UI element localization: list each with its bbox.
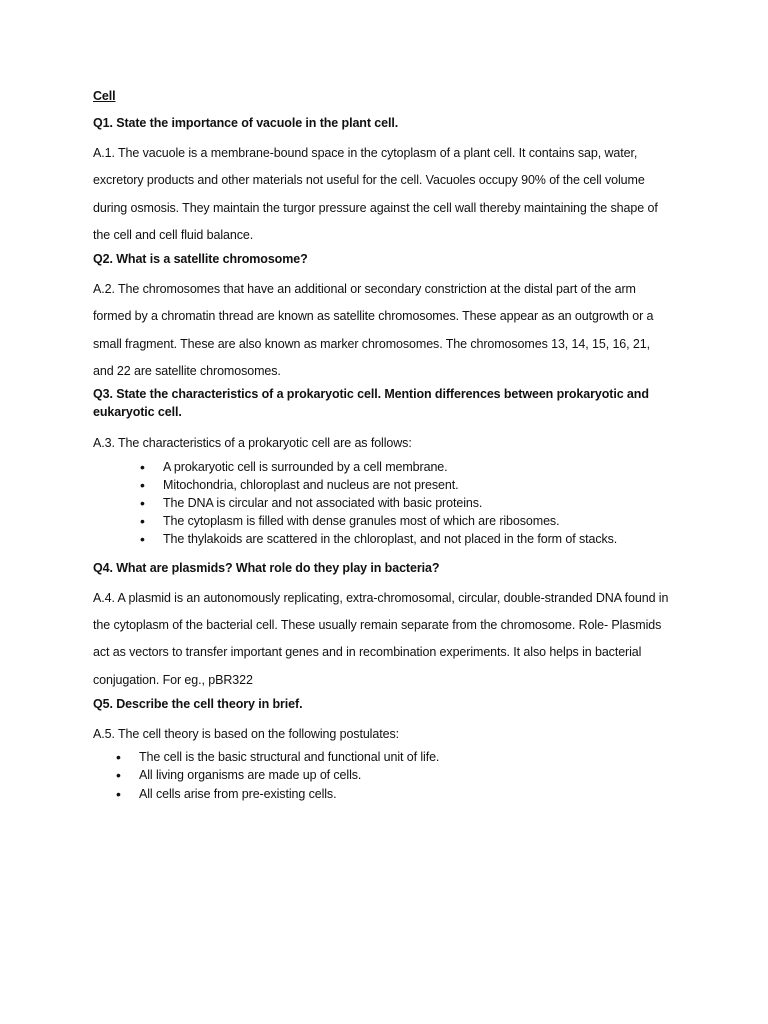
bullet-icon: •: [140, 495, 145, 512]
prokaryotic-characteristics-list: [93, 458, 673, 549]
bullet-icon: •: [140, 513, 145, 530]
list-item: • The thylakoids are scattered in the chloroplast, and not placed in the form of stacks.: [140, 531, 618, 548]
list-item: • All living organisms are made up of cells.: [116, 767, 362, 784]
list-item: • A prokaryotic cell is surrounded by a cell membrane.: [140, 458, 448, 475]
question-4: Q4. What are plasmids? What role do they play in bacteria?: [93, 560, 440, 575]
question-2: Q2. What is a satellite chromosome?: [93, 252, 308, 267]
bullet-icon: •: [116, 749, 121, 766]
cell-theory-list: [93, 748, 673, 803]
list-item: • The DNA is circular and not associated with basic proteins.: [140, 495, 483, 512]
answer-2: A.2. The chromosomes that have an additional or secondary constriction at the distal part of the arm formed by a chromatin thread are known as satellite chromosomes. These appear as an outgrowth or a small fragment. These are also known as marker chromosomes. The chromosomes 13, 14, 15, 16, 21, and 22 are satellite chromosomes.: [93, 282, 654, 379]
answer-1: A.1. The vacuole is a membrane-bound space in the cytoplasm of a plant cell. It contains sap, water, excretory products and other materials not useful for the cell. Vacuoles occupy 90% of the cell volume during osmosis. They maintain the turgor pressure against the cell wall thereby maintaining the shape of the cell and cell fluid balance.: [93, 146, 658, 242]
document-page: [93, 86, 673, 803]
list-item: • The cytoplasm is filled with dense granules most of which are ribosomes.: [140, 513, 560, 530]
list-item: • All cells arise from pre-existing cells.: [116, 785, 337, 802]
question-5: Q5. Describe the cell theory in brief.: [93, 696, 303, 711]
answer-4: A.4. A plasmid is an autonomously replicating, extra-chromosomal, circular, double-stranded DNA found in the cytoplasm of the bacterial cell. These usually remain separate from the chromosome. Role- Plasmids act as vectors to transfer important genes and in recombination experiments. It also helps in bacterial conjugation. For eg., pBR322: [93, 590, 669, 687]
bullet-icon: •: [116, 767, 121, 784]
bullet-icon: •: [116, 785, 121, 802]
bullet-icon: •: [140, 476, 145, 493]
list-item: • Mitochondria, chloroplast and nucleus are not present.: [140, 476, 459, 493]
bullet-icon: •: [140, 458, 145, 475]
answer-3-intro: A.3. The characteristics of a prokaryotic cell are as follows:: [93, 436, 412, 451]
answer-5-intro: A.5. The cell theory is based on the following postulates:: [93, 726, 399, 741]
list-item: • The cell is the basic structural and functional unit of life.: [116, 749, 440, 766]
question-3: Q3. State the characteristics of a prokaryotic cell. Mention differences between prokaryotic and eukaryotic cell.: [93, 387, 649, 420]
document-title: Cell: [93, 89, 116, 103]
bullet-icon: •: [140, 531, 145, 548]
question-1: Q1. State the importance of vacuole in the plant cell.: [93, 116, 399, 130]
